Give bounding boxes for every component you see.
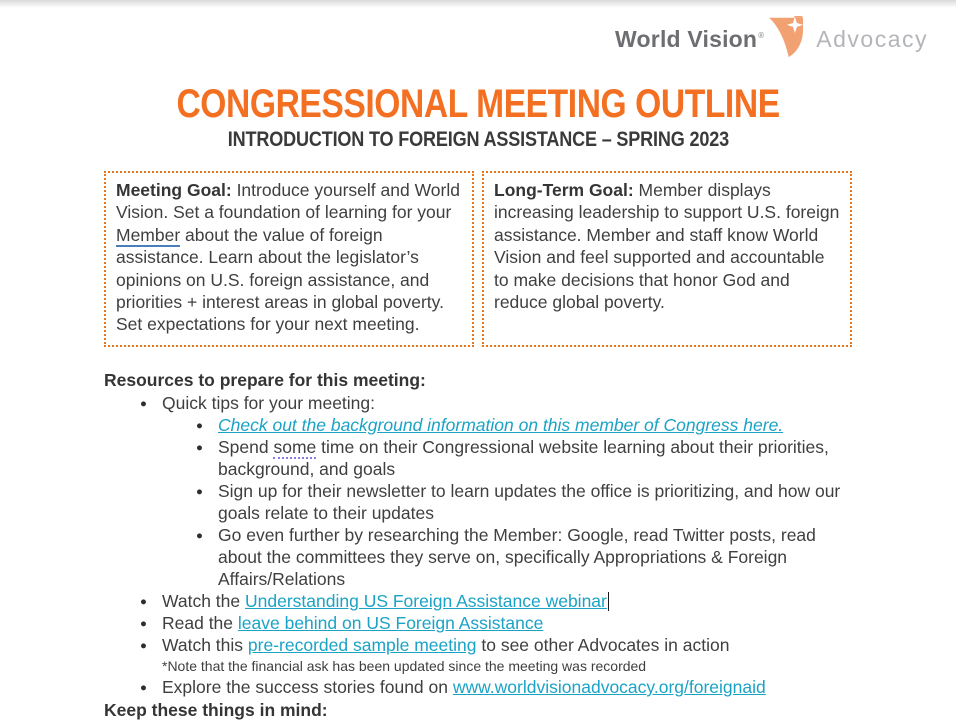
spellcheck-flagged-word[interactable]: some (273, 437, 317, 457)
success-stories-link[interactable]: www.worldvisionadvocacy.org/foreignaid (452, 677, 766, 697)
resources-list (104, 392, 860, 698)
list-item-webinar (140, 590, 860, 612)
quick-tips-label: Quick tips for your meeting: (162, 393, 375, 413)
quick-tips-sublist (162, 414, 860, 590)
text-cursor (608, 592, 610, 611)
sail-star-icon (768, 16, 804, 63)
list-item-research-tip (196, 524, 860, 590)
meeting-goal-text-1: Introduce yourself and World Vision. Set a foundation of learning for your (116, 180, 460, 223)
page-subtitle: INTRODUCTION TO FOREIGN ASSISTANCE – SPRING 2023 (227, 128, 729, 151)
logo-advocacy-label: Advocacy (816, 26, 928, 52)
logo-trademark: ® (758, 31, 765, 41)
window-top-shadow (0, 0, 956, 8)
meeting-goal-label: Meeting Goal: (116, 180, 232, 200)
logo-brand-label: World Vision (615, 26, 758, 52)
long-term-goal-label: Long-Term Goal: (494, 180, 634, 200)
sample-meeting-link[interactable]: pre-recorded sample meeting (247, 635, 477, 655)
success-stories-pre-text: Explore the success stories found on (162, 677, 453, 697)
leave-behind-link[interactable]: leave behind on US Foreign Assistance (237, 613, 544, 633)
sample-meeting-note: *Note that the financial ask has been updated since the meeting was recorded (162, 658, 647, 674)
page-title: CONGRESSIONAL MEETING OUTLINE (176, 82, 780, 126)
document-title-row (0, 82, 956, 127)
list-item-leave-behind (140, 612, 860, 634)
webinar-link[interactable]: Understanding US Foreign Assistance webinar (245, 591, 607, 611)
member-link[interactable]: Member (116, 224, 181, 245)
website-tip-post: time on their Congressional website learning about their priorities, background, and goals (218, 437, 829, 479)
long-term-goal-box (482, 171, 852, 347)
background-info-link[interactable]: Check out the background information on this member of Congress here. (218, 415, 784, 435)
goal-boxes (104, 171, 852, 347)
sample-meeting-post-text: to see other Advocates in action (476, 635, 730, 655)
resources-section (104, 369, 860, 698)
list-item-website-tip (196, 436, 860, 480)
list-item-quick-tips (140, 392, 860, 590)
list-item-success-stories (140, 676, 860, 698)
logo-brand-text (615, 26, 764, 53)
sample-meeting-pre-text: Watch this (162, 635, 248, 655)
meeting-goal-text-2: about the value of foreign assistance. Learn about the legislator’s opinions on U.S. foreign assistance, and priorities + interest areas in global poverty. Set expectations for your next meeting. (116, 224, 444, 335)
leave-behind-pre-text: Read the (162, 613, 238, 633)
newsletter-tip-text: Sign up for their newsletter to learn updates the office is prioritizing, and how our goals relate to their updates (218, 481, 841, 523)
list-item-sample-meeting (140, 634, 860, 676)
list-item-newsletter-tip (196, 480, 860, 524)
world-vision-advocacy-logo (615, 16, 928, 63)
list-item-background-link (196, 414, 860, 436)
long-term-goal-text: Member displays increasing leadership to support U.S. foreign assistance. Member and staff know World Vision and feel supported and accountable to make decisions that honor God and reduce global poverty. (494, 180, 840, 313)
webinar-pre-text: Watch the (162, 591, 245, 611)
keep-in-mind-heading: Keep these things in mind: (104, 700, 328, 720)
resources-heading: Resources to prepare for this meeting: (104, 370, 426, 390)
document-subtitle-row (0, 128, 956, 152)
research-tip-text: Go even further by researching the Member: Google, read Twitter posts, read about the committees they serve on, specifically Appropriations & Foreign Affairs/Relations (218, 525, 816, 589)
website-tip-pre: Spend (218, 437, 274, 457)
meeting-goal-box (104, 171, 474, 347)
